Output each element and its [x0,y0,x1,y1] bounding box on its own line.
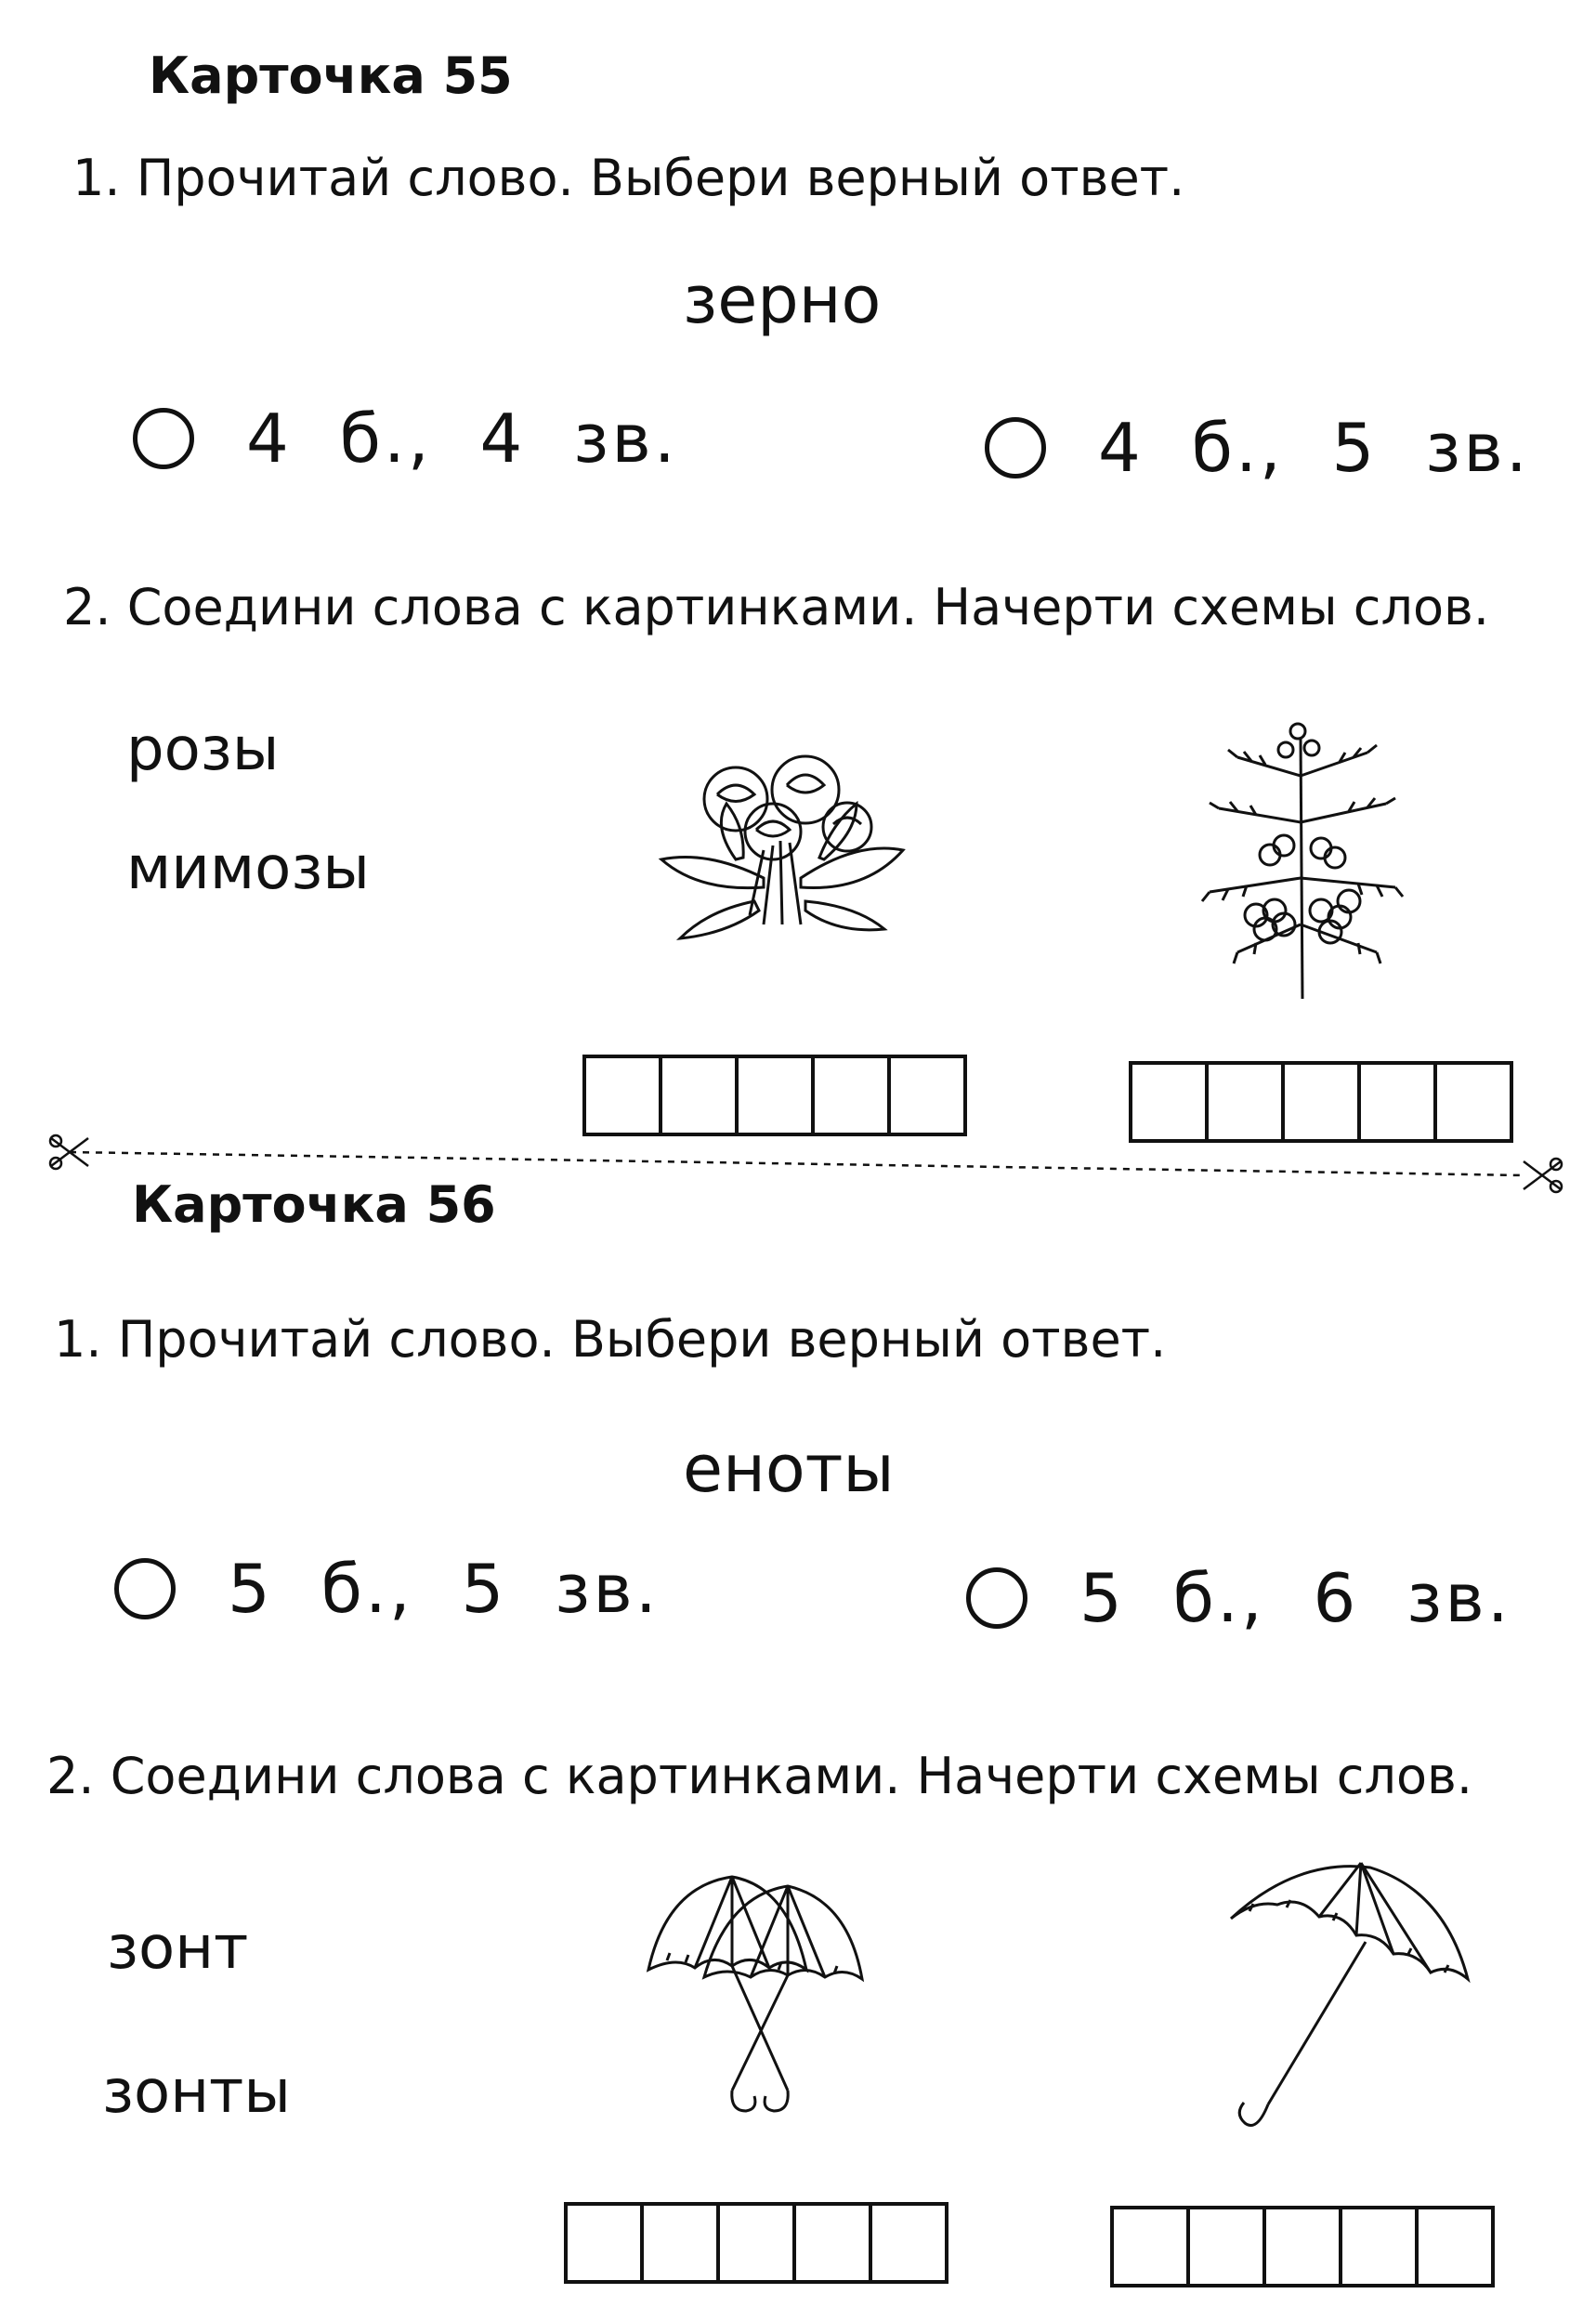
scheme-cell[interactable] [815,1058,891,1133]
card-55-option-2[interactable] [985,409,1530,487]
scheme-cell[interactable] [644,2206,720,2280]
task2-number: 2. [46,1747,95,1805]
card-56-option-2[interactable] [966,1559,1511,1637]
card-55-title: Карточка 55 [149,46,513,105]
task1-text: Прочитай слово. Выбери верный ответ. [136,149,1185,207]
match-word-rozy[interactable]: розы [126,715,280,784]
scheme-cell[interactable] [1190,2209,1266,2284]
rose-bouquet-picture[interactable] [624,739,940,943]
scheme-cell[interactable] [739,1058,815,1133]
option-label: 5 б., 5 зв. [228,1550,660,1628]
mimosa-branch-picture[interactable] [1182,720,1423,999]
task2-text: Соедини слова с картинками. Начерти схемы слов. [126,578,1490,636]
scheme-cell[interactable] [872,2206,945,2280]
scheme-cell[interactable] [568,2206,644,2280]
card-56-word: еноты [683,1431,895,1507]
option-radio[interactable] [985,417,1046,478]
match-word-mimozy[interactable]: мимозы [126,834,370,903]
task1-number: 1. [72,149,121,207]
card-55-option-1[interactable] [133,400,678,478]
scheme-cell[interactable] [586,1058,662,1133]
card-56-task2 [46,1747,1472,1805]
umbrellas-pair-picture[interactable] [639,1868,871,2137]
scissors-icon [1524,1159,1562,1192]
task1-text: Прочитай слово. Выбери верный ответ. [117,1310,1167,1369]
card-55-task1 [72,149,1184,207]
task2-number: 2. [63,578,111,636]
scheme-cell[interactable] [662,1058,739,1133]
option-radio[interactable] [114,1558,176,1619]
task1-number: 1. [54,1310,102,1369]
scheme-cell[interactable] [1114,2209,1190,2284]
option-radio[interactable] [966,1567,1027,1629]
option-label: 4 б., 5 зв. [1098,409,1530,487]
card-56-task1 [54,1310,1166,1369]
task2-text: Соедини слова с картинками. Начерти схемы слов. [110,1747,1473,1805]
scheme-cell[interactable] [891,1058,963,1133]
option-radio[interactable] [133,408,194,469]
scheme-cell[interactable] [1419,2209,1491,2284]
match-word-zont[interactable]: зонт [107,1914,249,1983]
card-55-word: зерно [683,262,882,338]
scheme-cell[interactable] [1266,2209,1342,2284]
scheme-cell[interactable] [720,2206,796,2280]
scheme-boxes-zonty[interactable] [1110,2206,1495,2287]
scissors-icon [50,1135,88,1169]
option-label: 5 б., 6 зв. [1079,1559,1511,1637]
scheme-boxes-zont[interactable] [564,2202,948,2284]
card-56-option-1[interactable] [114,1550,660,1628]
card-56-title: Карточка 56 [132,1175,496,1234]
umbrella-single-picture[interactable] [1222,1854,1472,2142]
match-word-zonty[interactable]: зонты [102,2058,291,2127]
scheme-cell[interactable] [796,2206,872,2280]
option-label: 4 б., 4 зв. [246,400,678,478]
scheme-cell[interactable] [1342,2209,1419,2284]
card-55-task2 [63,578,1489,636]
